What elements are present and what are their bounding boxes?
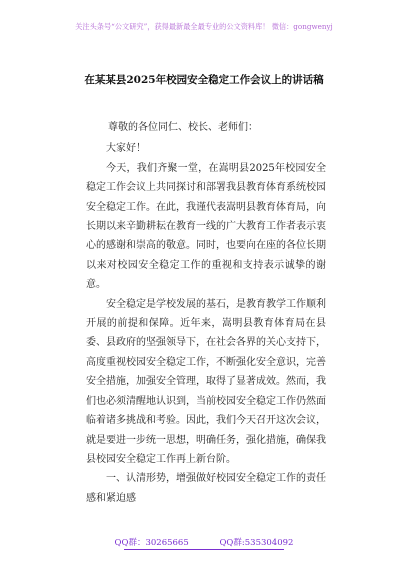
section-heading-1: 一、认清形势，增强做好校园安全稳定工作的责任感和紧迫感: [86, 473, 326, 504]
footer-underline: [124, 549, 284, 550]
paragraph-2: 安全稳定是学校发展的基石，是教育教学工作顺利开展的前提和保障。近年来，嵩明县教育体育局在县委、县政府的坚强领导下，在社会各界的关心支持下，高度重视校园安全稳定工作，不断强化安全意识，完善安全措施，加强安全管理，取得了显著成效。然而，我们也必须清醒地认识到，当前校园安全稳定工作仍然面临着诸多挑战和考验。因此，我们今天召开这次会议，就是要进一步统一思想，明确任务，强化措施，确保我县校园安全稳定工作再上新台阶。: [86, 298, 326, 465]
salutation-line: 大家好！: [106, 143, 146, 155]
document-body: [86, 118, 326, 508]
document-title: 在某某县2025年校园安全稳定工作会议上的讲话稿: [84, 74, 324, 86]
paragraph-1: 今天，我们齐聚一堂，在嵩明县2025年校园安全稳定工作会议上共同探讨和部署我县教育体育系统校园安全稳定工作。在此，我谨代表嵩明县教育体育局，向长期以来辛勤耕耘在教育一线的广大教育工作者表示衷心的感谢和崇高的敬意。同时，也要向在座的各位长期以来对校园安全稳定工作的重视和支持表示诚挚的谢意。: [86, 162, 326, 291]
footer-qq-group-2: QQ群:535304092: [219, 538, 294, 548]
footer-contact: [0, 536, 408, 548]
header-promo-note: 关注头条号“公文研究”，获得最新最全最专业的公文资料库！ 微信：gongwenyj: [75, 22, 333, 31]
greeting-line: 尊敬的各位同仁、校长、老师们：: [108, 122, 258, 133]
footer-qq-group-1: QQ群：30265665: [114, 538, 189, 548]
